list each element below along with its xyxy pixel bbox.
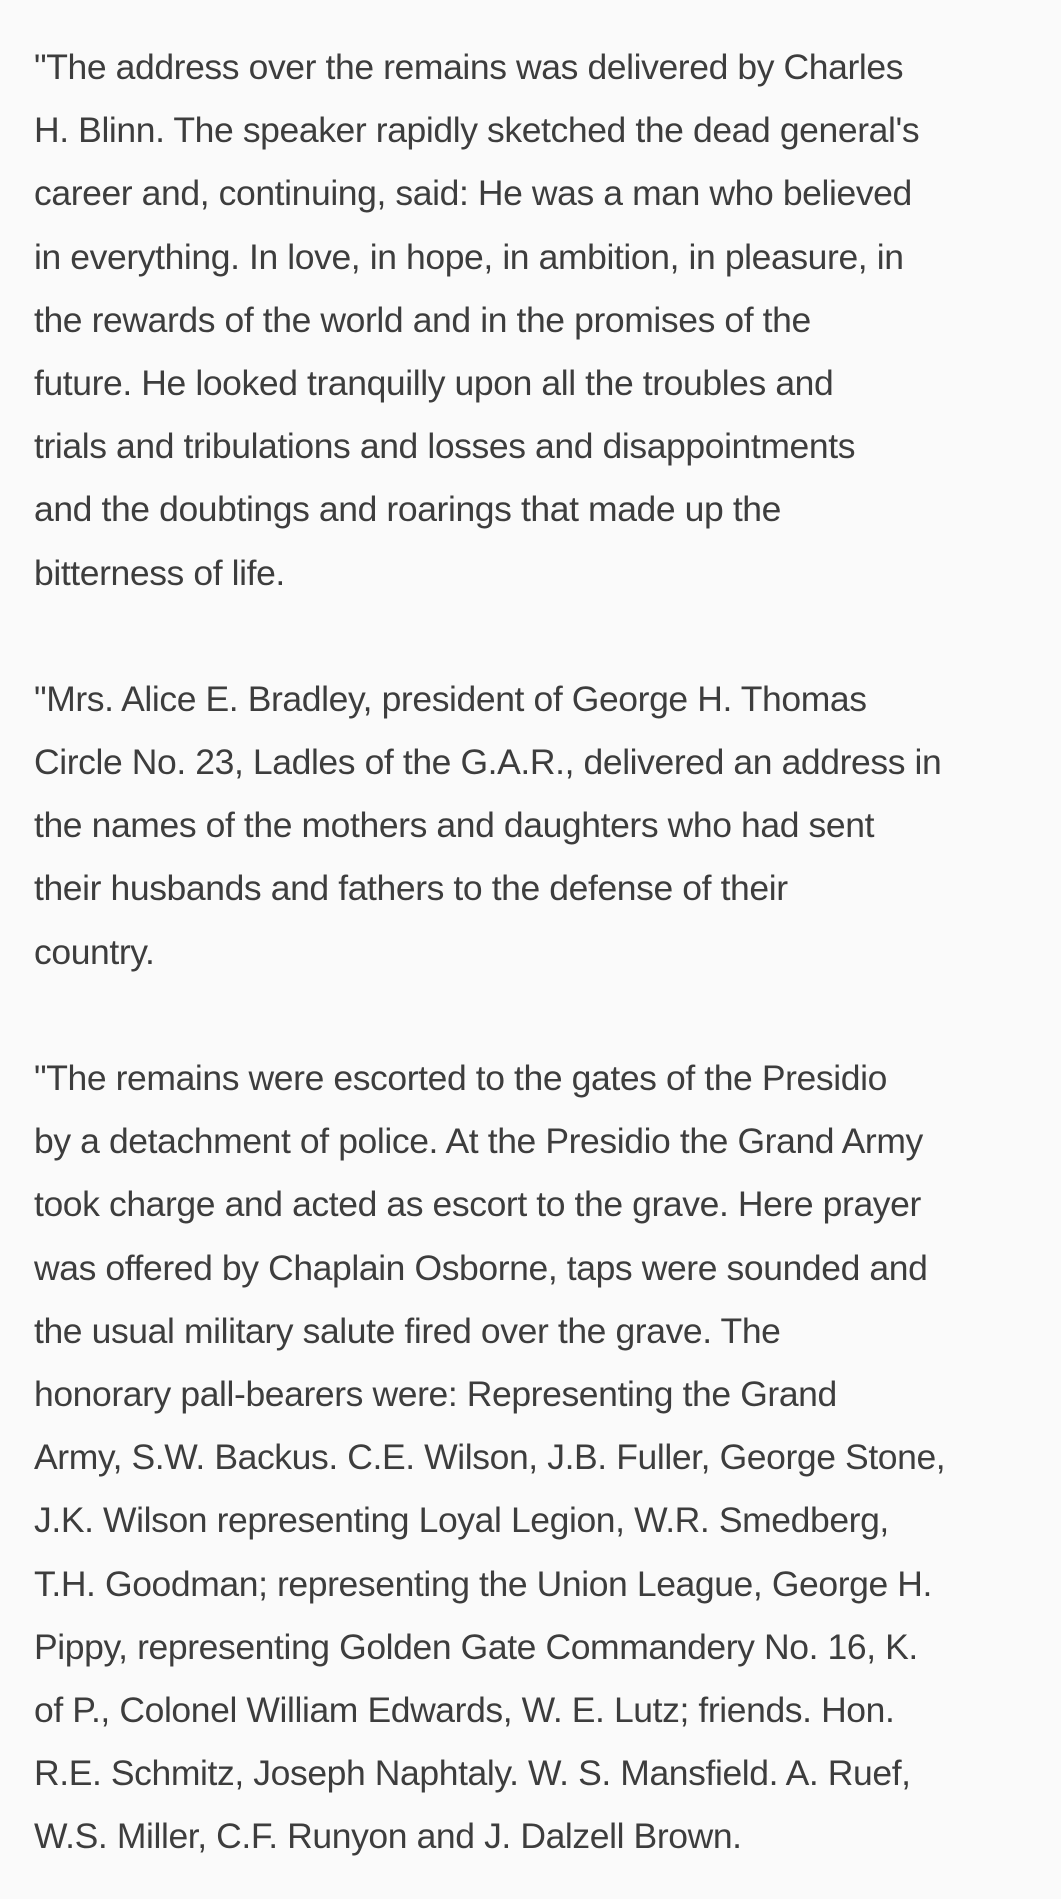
- text-line: the rewards of the world and in the promises of the: [34, 299, 811, 340]
- text-line: W.S. Miller, C.F. Runyon and J. Dalzell Brown.: [34, 1816, 742, 1857]
- text-line: "Mrs. Alice E. Bradley, president of George H. Thomas: [34, 678, 867, 719]
- text-line: of P., Colonel William Edwards, W. E. Lutz; friends. Hon.: [34, 1689, 895, 1730]
- text-line: Pippy, representing Golden Gate Commandery No. 16, K.: [34, 1626, 918, 1667]
- text-line: in everything. In love, in hope, in ambition, in pleasure, in: [34, 236, 904, 277]
- text-line: trials and tribulations and losses and disappointments: [34, 426, 856, 467]
- text-line: "The remains were escorted to the gates of the Presidio: [34, 1058, 887, 1098]
- text-line: country.: [34, 931, 155, 972]
- text-line: by a detachment of police. At the Presidio the Grand Army: [34, 1121, 923, 1162]
- paragraph-bradley: [34, 668, 1061, 984]
- text-line: their husbands and fathers to the defense of their: [34, 868, 788, 909]
- text-line: took charge and acted as escort to the grave. Here prayer: [34, 1184, 921, 1225]
- text-line: bitterness of life.: [34, 552, 285, 593]
- text-line: future. He looked tranquilly upon all the troubles and: [34, 362, 834, 403]
- text-line: J.K. Wilson representing Loyal Legion, W.R. Smedberg,: [34, 1500, 889, 1541]
- text-line: R.E. Schmitz, Joseph Naphtaly. W. S. Mansfield. A. Ruef,: [34, 1753, 911, 1794]
- paragraph-address: [34, 36, 1061, 605]
- text-line: Army, S.W. Backus. C.E. Wilson, J.B. Fuller, George Stone,: [34, 1437, 946, 1478]
- text-line: was offered by Chaplain Osborne, taps were sounded and: [34, 1247, 928, 1288]
- text-line: "The address over the remains was delivered by Charles: [34, 47, 904, 87]
- text-line: T.H. Goodman; representing the Union League, George H.: [34, 1563, 933, 1604]
- article-body: [34, 36, 1061, 1868]
- text-line: H. Blinn. The speaker rapidly sketched the dead general's: [34, 110, 920, 151]
- paragraph-remains: [34, 1047, 1061, 1868]
- text-line: the usual military salute fired over the grave. The: [34, 1310, 781, 1351]
- text-line: career and, continuing, said: He was a man who believed: [34, 173, 912, 214]
- text-line: honorary pall-bearers were: Representing the Grand: [34, 1373, 837, 1414]
- text-line: the names of the mothers and daughters who had sent: [34, 805, 875, 846]
- text-line: Circle No. 23, Ladles of the G.A.R., delivered an address in: [34, 742, 942, 783]
- text-line: and the doubtings and roarings that made up the: [34, 489, 781, 530]
